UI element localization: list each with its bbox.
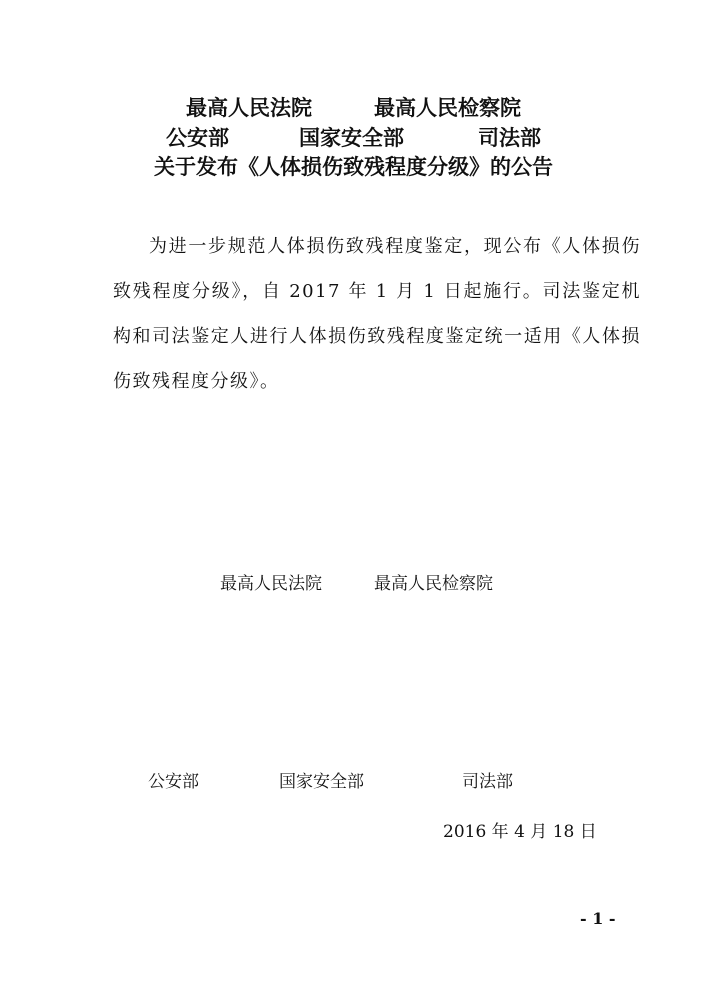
issuer-supreme-procuratorate: 最高人民检察院 — [374, 96, 521, 120]
page-number: - 1 - — [580, 909, 616, 928]
announcement-paragraph: 为进一步规范人体损伤致残程度鉴定，现公布《人体损伤致残程度分级》，自 2017 年 1 月 1 日起施行。司法鉴定机构和司法鉴定人进行人体损伤致残程度鉴定统一适用《人体损伤致残程度分级》。 — [113, 236, 641, 392]
title-issuers-line-1 — [0, 94, 707, 122]
issuer-state-security: 国家安全部 — [299, 126, 404, 150]
signature-justice: 司法部 — [462, 772, 513, 792]
issuer-justice: 司法部 — [478, 126, 541, 150]
title-issuers-line-2 — [0, 124, 707, 152]
signature-supreme-procuratorate: 最高人民检察院 — [374, 574, 493, 594]
issuer-public-security: 公安部 — [166, 126, 229, 150]
document-title: 关于发布《人体损伤致残程度分级》的公告 — [154, 155, 553, 179]
issuer-supreme-court: 最高人民法院 — [186, 96, 312, 120]
signature-supreme-court: 最高人民法院 — [220, 574, 322, 594]
signature-state-security: 国家安全部 — [279, 772, 364, 792]
issue-date: 2016 年 4 月 18 日 — [443, 822, 597, 842]
signature-public-security: 公安部 — [148, 772, 199, 792]
signature-row-2 — [148, 770, 513, 794]
signature-row-1 — [220, 572, 493, 596]
